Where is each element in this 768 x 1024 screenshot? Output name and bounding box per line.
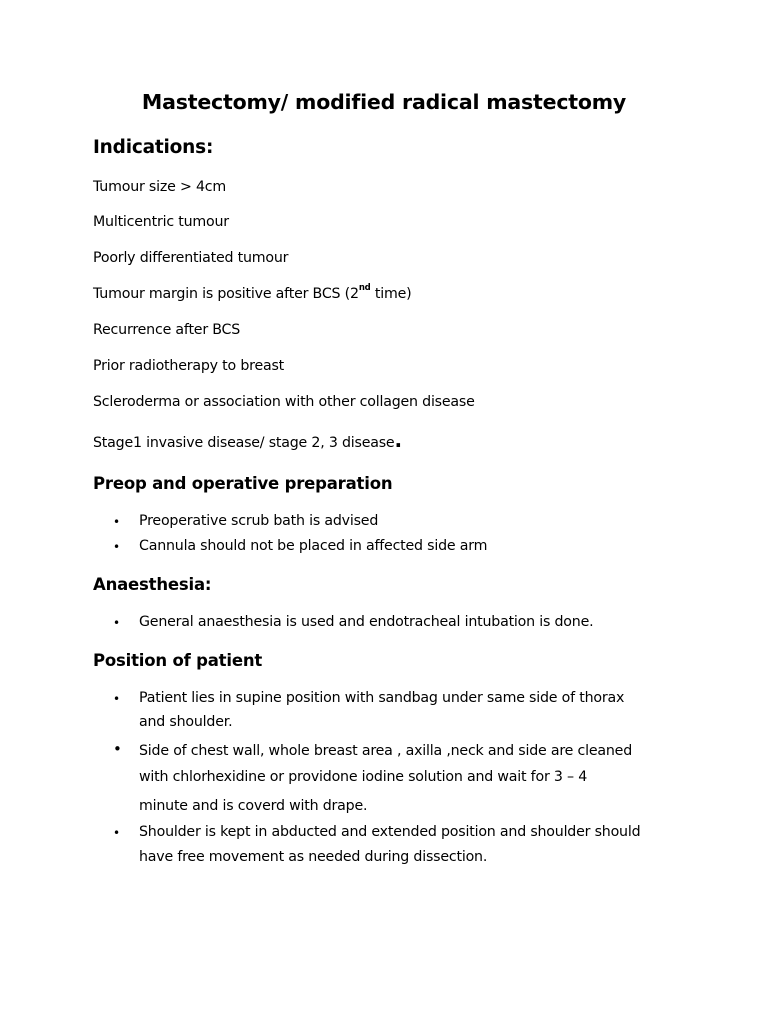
position-heading: Position of patient [93, 651, 263, 670]
indications-heading: Indications: [93, 137, 214, 158]
indication-item-8-period: . [394, 428, 402, 452]
position-bullet-2-line-2: with chlorhexidine or providone iodine solution and wait for 3 – 4 [139, 769, 588, 785]
anaesthesia-bullet-1: General anaesthesia is used and endotracheal intubation is done. [139, 614, 594, 630]
position-bullet-3-line-1: Shoulder is kept in abducted and extended position and shoulder should [139, 824, 641, 840]
indication-item-2: Multicentric tumour [93, 214, 229, 230]
position-bullet-1-line-2: and shoulder. [139, 714, 233, 730]
indication-item-5: Recurrence after BCS [93, 322, 241, 338]
preop-bullet-2: Cannula should not be placed in affected side arm [139, 538, 488, 554]
indication-item-8 [93, 428, 402, 452]
page-title: Mastectomy/ modified radical mastectomy [141, 90, 627, 114]
preop-bullet-1: Preoperative scrub bath is advised [139, 513, 379, 529]
indication-item-4-superscript: nd [358, 283, 371, 294]
position-bullet-3-line-2: have free movement as needed during dissection. [139, 849, 488, 865]
bullet-icon: • [113, 740, 122, 758]
anaesthesia-heading: Anaesthesia: [93, 575, 212, 594]
bullet-icon: • [113, 515, 121, 529]
indication-item-1: Tumour size > 4cm [93, 179, 227, 195]
bullet-icon: • [113, 826, 121, 840]
indication-item-3: Poorly differentiated tumour [93, 250, 289, 266]
bullet-icon: • [113, 692, 121, 706]
preop-heading: Preop and operative preparation [93, 474, 393, 493]
indication-item-4-suffix: time) [370, 286, 412, 302]
position-bullet-1-line-1: Patient lies in supine position with sandbag under same side of thorax [139, 690, 625, 706]
indication-item-7: Scleroderma or association with other collagen disease [93, 394, 475, 410]
bullet-icon: • [113, 616, 121, 630]
indication-item-4-text: Tumour margin is positive after BCS (2 [93, 286, 359, 302]
position-bullet-2-line-1: Side of chest wall, whole breast area , axilla ,neck and side are cleaned [139, 743, 632, 759]
position-bullet-2-line-3: minute and is coverd with drape. [139, 798, 368, 814]
indication-item-8-text: Stage1 invasive disease/ stage 2, 3 disease [93, 435, 395, 451]
indication-item-4 [93, 283, 412, 302]
indication-item-6: Prior radiotherapy to breast [93, 358, 285, 374]
bullet-icon: • [113, 540, 121, 554]
